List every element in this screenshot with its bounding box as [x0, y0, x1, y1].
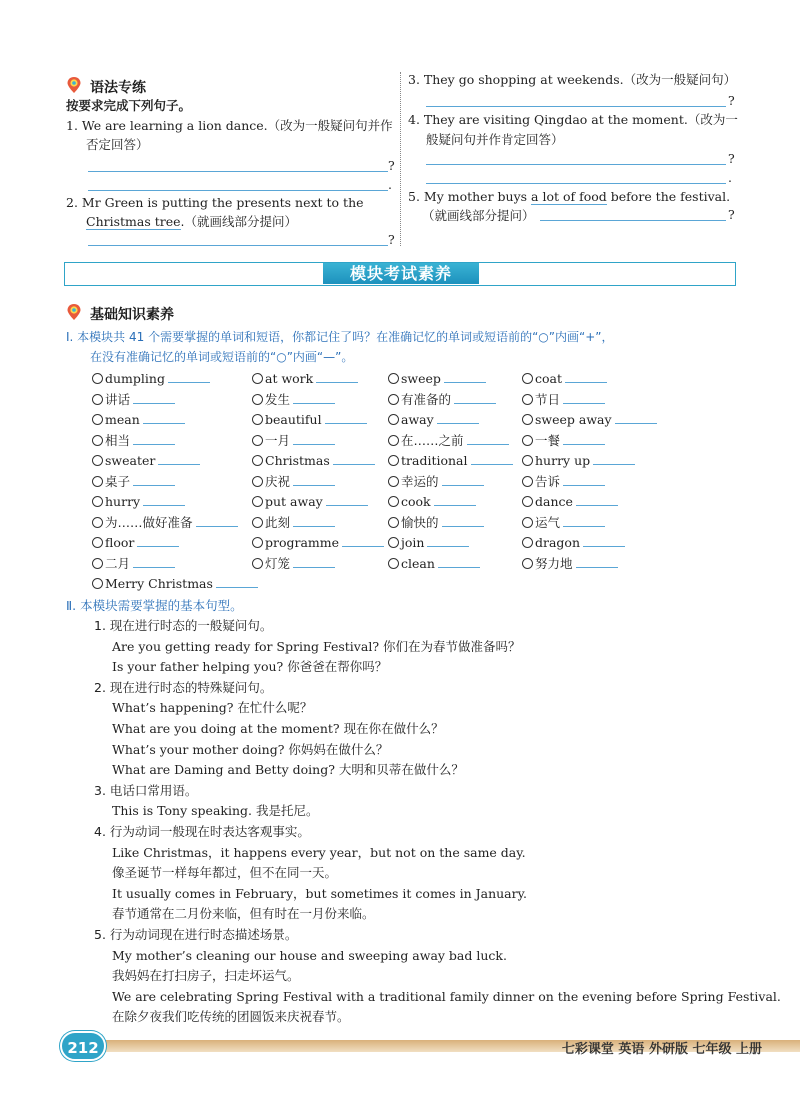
sentence-line: 春节通常在二月份来临，但有时在一月份来临。 [112, 906, 375, 922]
vocab-word: 节日 [535, 391, 561, 407]
vocab-word: dragon [535, 535, 581, 550]
mark-circle[interactable] [92, 435, 103, 446]
vocab-answer-line[interactable] [325, 412, 367, 424]
mark-circle[interactable] [92, 578, 103, 589]
vocab-item [92, 492, 185, 512]
vocab-word: traditional [401, 453, 468, 468]
vocab-word: sweep away [535, 412, 612, 427]
vocab-answer-line[interactable] [342, 535, 384, 547]
vocab-answer-line[interactable] [133, 392, 175, 404]
vocab-answer-line[interactable] [593, 453, 635, 465]
vocab-word: 一月 [265, 432, 291, 448]
q2-instruction: .（就画线部分提问） [180, 214, 297, 229]
vocab-answer-line[interactable] [333, 453, 375, 465]
vocab-item [388, 492, 476, 512]
vocab-answer-line[interactable] [293, 433, 335, 445]
sentence-line: 像圣诞节一样每年都过，但不在同一天。 [112, 865, 338, 881]
vocab-word: 桌子 [105, 473, 131, 489]
mark-circle[interactable] [388, 414, 399, 425]
vocab-answer-line[interactable] [326, 494, 368, 506]
vocab-word: hurry up [535, 453, 591, 468]
vocab-answer-line[interactable] [158, 453, 200, 465]
vocab-item [92, 472, 175, 492]
mark-circle[interactable] [252, 537, 263, 548]
vocab-item [388, 390, 496, 410]
mark-circle[interactable] [522, 373, 533, 384]
vocab-item [92, 369, 210, 389]
vocab-item [522, 533, 625, 553]
sentence-line: This is Tony speaking. 我是托尼。 [112, 803, 319, 819]
vocab-answer-line[interactable] [576, 494, 618, 506]
vocab-item [522, 472, 605, 492]
vocab-word: 在……之前 [401, 432, 464, 448]
mark-circle[interactable] [522, 435, 533, 446]
vocab-item [522, 492, 618, 512]
mark-circle[interactable] [252, 435, 263, 446]
mark-circle[interactable] [92, 517, 103, 528]
vocab-answer-line[interactable] [196, 515, 238, 527]
vocab-answer-line[interactable] [576, 556, 618, 568]
q5-text-start: 5. My mother buys [408, 189, 532, 204]
vocab-item [388, 410, 479, 430]
q5-text-end: before the festival. [606, 189, 731, 204]
mark-circle[interactable] [388, 394, 399, 405]
mark-circle[interactable] [252, 558, 263, 569]
vocab-word: 努力地 [535, 555, 573, 571]
sentence-line: What are you doing at the moment? 现在你在做什么？ [112, 721, 444, 736]
vocab-answer-line[interactable] [563, 515, 605, 527]
book-title: 七彩课堂 英语 外研版 七年级 上册 [561, 1042, 762, 1057]
vocab-answer-line[interactable] [316, 371, 358, 383]
column-divider [400, 72, 401, 246]
sentence-line: What’s happening? 在忙什么呢？ [112, 700, 313, 716]
grammar-instruction: 按要求完成下列句子。 [66, 98, 192, 113]
vocab-item [522, 554, 618, 574]
q1-text-line1: 1. We are learning a lion dance.（改为一般疑问句并作 [66, 118, 393, 133]
mark-circle[interactable] [522, 394, 533, 405]
vocab-item [92, 554, 175, 574]
vocab-word: Merry Christmas [105, 576, 213, 591]
q5-answer-line[interactable] [540, 220, 726, 221]
q2-underlined-phrase: Christmas tree [86, 214, 181, 229]
vocab-answer-line[interactable] [563, 392, 605, 404]
q4-text-line2: 般疑问句并作肯定回答） [426, 132, 564, 147]
mark-circle[interactable] [92, 496, 103, 507]
vocab-item [252, 554, 335, 574]
vocab-item [252, 492, 368, 512]
q4-answer-line-2[interactable] [426, 183, 726, 184]
mark-circle[interactable] [522, 496, 533, 507]
vocab-word: beautiful [265, 412, 322, 427]
mark-circle[interactable] [522, 476, 533, 487]
sentence-line: 在除夕夜我们吃传统的团圆饭来庆祝春节。 [112, 1009, 350, 1025]
sentence-line: Is your father helping you? 你爸爸在帮你吗？ [112, 659, 388, 675]
vocab-word: mean [105, 412, 140, 427]
mark-circle[interactable] [388, 537, 399, 548]
banner-title: 模块考试素养 [323, 263, 479, 284]
location-pin-icon [66, 303, 82, 321]
q3-text: 3. They go shopping at weekends.（改为一般疑问句） [408, 72, 737, 87]
location-pin-icon [66, 76, 82, 94]
vocab-answer-line[interactable] [293, 474, 335, 486]
q1-text-line2: 否定回答） [86, 137, 149, 152]
vocab-answer-line[interactable] [444, 371, 486, 383]
vocab-answer-line[interactable] [143, 412, 185, 424]
vocab-word: 讲话 [105, 391, 131, 407]
mark-circle[interactable] [92, 558, 103, 569]
vocab-word: 二月 [105, 555, 131, 571]
vocab-answer-line[interactable] [471, 453, 513, 465]
sentence-line: What’s your mother doing? 你妈妈在做什么？ [112, 741, 389, 757]
vocab-item [92, 533, 179, 553]
vocab-word: 相当 [105, 432, 131, 448]
vocab-answer-line[interactable] [133, 433, 175, 445]
mark-circle[interactable] [388, 455, 399, 466]
q2-answer-line[interactable] [88, 245, 388, 246]
vocab-word: 为……做好准备 [105, 514, 193, 530]
vocab-word: 发生 [265, 391, 291, 407]
sentence-heading: 2. 现在进行时态的特殊疑问句。 [94, 679, 273, 695]
vocab-item [92, 574, 258, 594]
sentence-line: My mother’s cleaning our house and sweeping away bad luck. [112, 947, 507, 963]
vocab-item [388, 472, 484, 492]
mark-circle[interactable] [252, 476, 263, 487]
vocab-word: away [401, 412, 434, 427]
vocab-word: 幸运的 [401, 473, 439, 489]
vocab-word: 庆祝 [265, 473, 291, 489]
vocab-word: dumpling [105, 371, 165, 386]
vocab-item [522, 390, 605, 410]
vocab-item [252, 533, 384, 553]
vocab-answer-line[interactable] [133, 474, 175, 486]
vocab-word: dance [535, 494, 573, 509]
mark-circle[interactable] [92, 373, 103, 384]
vocab-answer-line[interactable] [437, 412, 479, 424]
q2-text-line2 [86, 212, 297, 232]
q2-question-mark: ? [388, 232, 395, 247]
vocab-item [92, 431, 175, 451]
vocab-word: programme [265, 535, 340, 550]
vocab-word: at work [265, 371, 314, 386]
mark-circle[interactable] [92, 394, 103, 405]
q5-instruction: （就画线部分提问） [422, 208, 535, 223]
mark-circle[interactable] [522, 537, 533, 548]
vocab-item [252, 431, 335, 451]
vocab-item [388, 369, 486, 389]
mark-circle[interactable] [388, 496, 399, 507]
vocab-answer-line[interactable] [467, 433, 509, 445]
vocab-word: 告诉 [535, 473, 561, 489]
vocab-word: 愉快的 [401, 514, 439, 530]
vocab-answer-line[interactable] [427, 535, 469, 547]
sentence-line: What are Daming and Betty doing? 大明和贝蒂在做什么？ [112, 762, 464, 778]
vocab-answer-line[interactable] [442, 474, 484, 486]
sentence-heading: 5. 行为动词现在进行时态描述场景。 [94, 927, 298, 942]
vocab-word: put away [265, 494, 323, 509]
vocab-word: hurry [105, 494, 141, 509]
q1-answer-line-1[interactable] [88, 171, 388, 172]
vocab-answer-line[interactable] [438, 556, 480, 568]
grammar-title: 语法专练 [90, 80, 146, 96]
vocab-item [522, 431, 605, 451]
q1-period: . [388, 177, 392, 192]
q1-answer-line-2[interactable] [88, 190, 388, 191]
mark-circle[interactable] [92, 414, 103, 425]
vocab-word: 运气 [535, 514, 561, 530]
vocab-word: 此刻 [265, 514, 291, 530]
mark-circle[interactable] [388, 558, 399, 569]
sentence-heading: 4. 行为动词一般现在时表达客观事实。 [94, 824, 310, 839]
vocab-answer-line[interactable] [168, 371, 210, 383]
sentence-line: Like Christmas，it happens every year，but not on the same day. [112, 844, 526, 860]
vocab-answer-line[interactable] [143, 494, 185, 506]
vocab-answer-line[interactable] [434, 494, 476, 506]
vocab-word: join [401, 535, 425, 550]
mark-circle[interactable] [522, 414, 533, 425]
mark-circle[interactable] [388, 476, 399, 487]
sentence-line: 我妈妈在打扫房子，扫走坏运气。 [112, 968, 300, 984]
mark-circle[interactable] [252, 414, 263, 425]
vocab-item [252, 410, 367, 430]
q2-text-line1: 2. Mr Green is putting the presents next to the [66, 195, 364, 210]
mark-circle[interactable] [522, 517, 533, 528]
vocab-answer-line[interactable] [293, 392, 335, 404]
vocab-item [522, 451, 635, 471]
vocab-answer-line[interactable] [615, 412, 657, 424]
mark-circle[interactable] [92, 476, 103, 487]
vocab-item [92, 513, 238, 533]
vocab-item [388, 431, 509, 451]
q1-question-mark: ? [388, 158, 395, 173]
vocab-item [92, 390, 175, 410]
vocab-word: coat [535, 371, 563, 386]
page-number: 212 [60, 1031, 106, 1061]
vocab-word: 灯笼 [265, 555, 291, 571]
vocab-item [252, 369, 358, 389]
vocab-answer-line[interactable] [563, 474, 605, 486]
vocab-word: clean [401, 555, 435, 571]
q4-period: . [728, 170, 732, 185]
q4-text-line1: 4. They are visiting Qingdao at the moment.（改为一 [408, 112, 738, 127]
mark-circle[interactable] [388, 435, 399, 446]
sentence-line: It usually comes in February，but sometimes it comes in January. [112, 885, 527, 901]
vocab-answer-line[interactable] [216, 576, 258, 588]
mark-circle[interactable] [252, 373, 263, 384]
vocab-word: sweep [401, 371, 441, 386]
vocab-answer-line[interactable] [565, 371, 607, 383]
vocab-answer-line[interactable] [293, 515, 335, 527]
vocab-word: sweater [105, 453, 156, 468]
part1-instruction-line2: 在没有准确记忆的单词或短语前的“○”内画“—”。 [90, 350, 354, 364]
mark-circle[interactable] [252, 496, 263, 507]
q5-question-mark: ? [728, 207, 735, 222]
mark-circle[interactable] [252, 455, 263, 466]
part1-instruction-line1: Ⅰ. 本模块共 41 个需要掌握的单词和短语，你都记住了吗？在准确记忆的单词或短语前的“○”内画“+”， [66, 330, 614, 344]
mark-circle[interactable] [92, 455, 103, 466]
part2-heading: Ⅱ. 本模块需要掌握的基本句型。 [66, 598, 243, 613]
vocab-item [388, 533, 469, 553]
vocab-word: 一餐 [535, 432, 561, 448]
mark-circle[interactable] [522, 558, 533, 569]
vocab-item [388, 451, 513, 471]
q4-question-mark: ? [728, 151, 735, 166]
vocab-item [388, 513, 484, 533]
vocab-item [252, 390, 335, 410]
mark-circle[interactable] [388, 517, 399, 528]
vocab-item [522, 513, 605, 533]
basics-title: 基础知识素养 [90, 307, 174, 323]
q5-text-line1 [408, 187, 730, 207]
vocab-item [252, 451, 375, 471]
vocab-item [522, 410, 657, 430]
vocab-item [252, 472, 335, 492]
vocab-answer-line[interactable] [133, 556, 175, 568]
module-banner [64, 262, 736, 286]
vocab-answer-line[interactable] [293, 556, 335, 568]
q4-answer-line-1[interactable] [426, 164, 726, 165]
vocab-answer-line[interactable] [442, 515, 484, 527]
mark-circle[interactable] [388, 373, 399, 384]
mark-circle[interactable] [522, 455, 533, 466]
q3-question-mark: ? [728, 93, 735, 108]
q3-answer-line[interactable] [426, 106, 726, 107]
vocab-answer-line[interactable] [563, 433, 605, 445]
vocab-item [522, 369, 607, 389]
vocab-answer-line[interactable] [137, 535, 179, 547]
vocab-word: floor [105, 535, 135, 550]
vocab-item [92, 410, 185, 430]
vocab-item [252, 513, 335, 533]
sentence-line: We are celebrating Spring Festival with a traditional family dinner on the evening before Spring Festival. [112, 988, 781, 1004]
vocab-answer-line[interactable] [454, 392, 496, 404]
sentence-heading: 1. 现在进行时态的一般疑问句。 [94, 618, 273, 633]
q5-underlined-phrase: a lot of food [531, 189, 607, 204]
sentence-line: Are you getting ready for Spring Festival? 你们在为春节做准备吗？ [112, 638, 521, 654]
vocab-word: 有准备的 [401, 391, 452, 407]
vocab-item [388, 554, 480, 574]
mark-circle[interactable] [252, 394, 263, 405]
mark-circle[interactable] [92, 537, 103, 548]
vocab-answer-line[interactable] [583, 535, 625, 547]
sentence-heading: 3. 电话口常用语。 [94, 782, 198, 798]
vocab-word: Christmas [265, 453, 330, 468]
mark-circle[interactable] [252, 517, 263, 528]
vocab-item [92, 451, 200, 471]
vocab-word: cook [401, 494, 431, 509]
